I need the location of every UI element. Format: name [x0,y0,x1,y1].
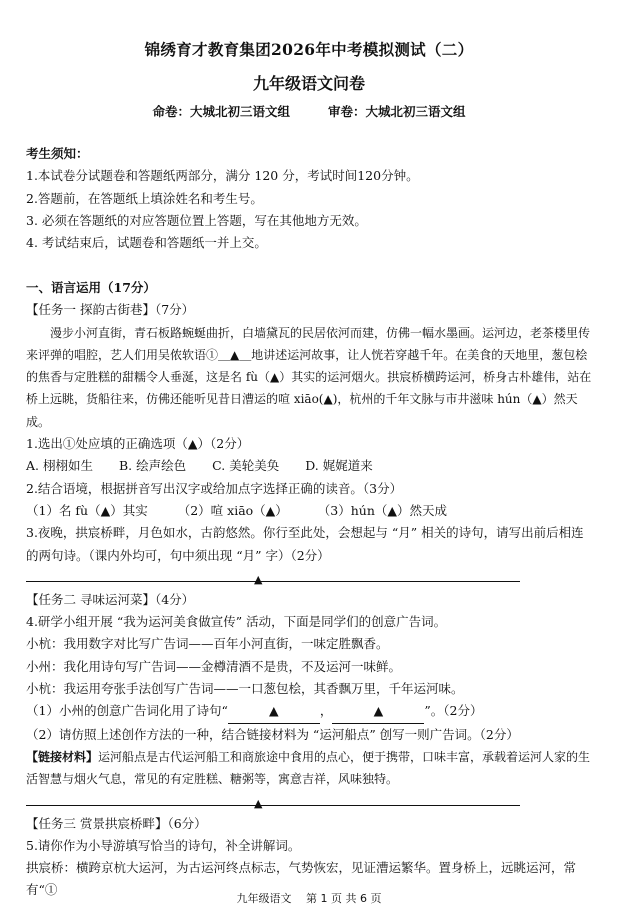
q2-part-3: （3）hún（▲）然天成 [317,502,448,518]
reviewer-label: 审卷：大城北初三语文组 [328,104,466,119]
notice-item: 2.答题前，在答题纸上填涂姓名和考生号。 [26,190,263,206]
guide-text: 拱宸桥：横跨京杭大运河，为古运河终点标志，气势恢宏，见证漕运繁华。置身桥上，远眺运河，常有“① [26,860,577,898]
notice-item: 1.本试卷分试题卷和答题纸两部分，满分 120 分，考试时间120分钟。 [26,168,419,184]
question-2-parts [26,500,592,522]
option-c: C. 美轮美奂 [212,458,280,474]
blank-2: ▲ [332,700,424,723]
question-4-2: （2）请仿照上述创作方法的一种，结合链接材料为 “运河船点” 创写一则广告词。（2分） [26,726,519,742]
task-three-heading: 【任务三 赏景拱宸桥畔】（6分） [26,815,207,831]
task-two-heading: 【任务二 寻味运河菜】（4分） [26,591,195,607]
page-footer: 九年级语文 第 1 页 共 6 页 [236,892,382,905]
reading-passage: 漫步小河直街，青石板路蜿蜒曲折，白墙黛瓦的民居依河而建，仿佛一幅水墨画。运河边，老茶楼里传来评弹的唱腔，艺人们用吴侬软语①＿▲＿地讲述运河故事，让人恍若穿越千年。在美食的天地里，葱包桧的焦香与定胜糕的甜糯令人垂涎，这是名 fù（▲）其实的运河烟火。拱宸桥横跨运河，桥身古朴雄伟，站在桥上远眺，货船往来，仿佛还能听见昔日漕运的喧 xiāo(▲)，杭州的千年文脉与市井滋味 hún（▲）然天成。 [26,325,592,429]
triangle-mark-icon: ▲ [254,572,263,586]
link-label: 【链接材料】 [26,749,99,764]
blank-1: ▲ [228,700,320,723]
exam-subtitle: 九年级语文问卷 [252,74,365,93]
q2-part-2: （2）喧 xiāo（▲） [177,502,288,518]
answer-line [26,791,592,813]
notice-block [26,143,592,254]
section-one [26,277,592,902]
setter-label: 命卷：大城北初三语文组 [152,104,290,119]
question-2: 2.结合语境，根据拼音写出汉字或给加点字选择正确的读音。（3分） [26,480,403,496]
ad-line: 小杭：我用数字对比写广告词——百年小河直街，一味定胜飘香。 [26,636,389,652]
question-4-1: （1）小州的创意广告词化用了诗句“ ▲ ， ▲ ”。（2分） [26,700,592,723]
question-5: 5.请你作为小导游填写恰当的诗句，补全讲解词。 [26,837,301,853]
question-4: 4.研学小组开展 “我为运河美食做宣传” 活动，下面是同学们的创意广告词。 [26,614,447,630]
notice-item: 3. 必须在答题纸的对应答题位置上答题，写在其他地方无效。 [26,212,367,228]
task-one-heading: 【任务一 探韵古街巷】（7分） [26,302,195,318]
exam-title: 锦绣育才教育集团2026年中考模拟测试（二） [144,40,474,59]
q2-part-1: （1）名 fù（▲）其实 [26,502,148,518]
answer-rule [26,581,520,582]
section-heading: 一、语言运用（17分） [26,280,156,295]
link-material [26,746,592,791]
authors-line [0,102,618,120]
link-text: 运河船点是古代运河船工和商旅途中食用的点心，便于携带，口味丰富，承载着运河人家的生活智慧与烟火气息，常见的有定胜糕、糖粥等，寓意吉祥，风味独特。 [26,749,591,787]
notice-heading: 考生须知： [26,146,89,161]
option-a: A. 栩栩如生 [26,458,93,474]
question-3: 3.夜晚，拱宸桥畔，月色如水，古韵悠然。你行至此处，会想起与 “月” 相关的诗句，请写出前后相连的两句诗。（课内外均可，句中须出现 “月” 字）（2分） [26,525,584,563]
option-d: D. 娓娓道来 [305,458,373,474]
ad-line: 小杭：我运用夸张手法创写广告词——一口葱包桧，其香飘万里，千年运河味。 [26,681,464,697]
question-1-options [26,455,592,477]
answer-line [26,567,592,589]
question-1: 1.选出①处应填的正确选项（▲）（2分） [26,436,250,452]
answer-rule [26,805,520,806]
option-b: B. 绘声绘色 [118,458,187,474]
notice-item: 4. 考试结束后，试题卷和答题纸一并上交。 [26,235,267,251]
triangle-mark-icon: ▲ [254,796,263,810]
ad-line: 小州：我化用诗句写广告词——金樽清酒不是贵，不及运河一味鲜。 [26,658,402,674]
